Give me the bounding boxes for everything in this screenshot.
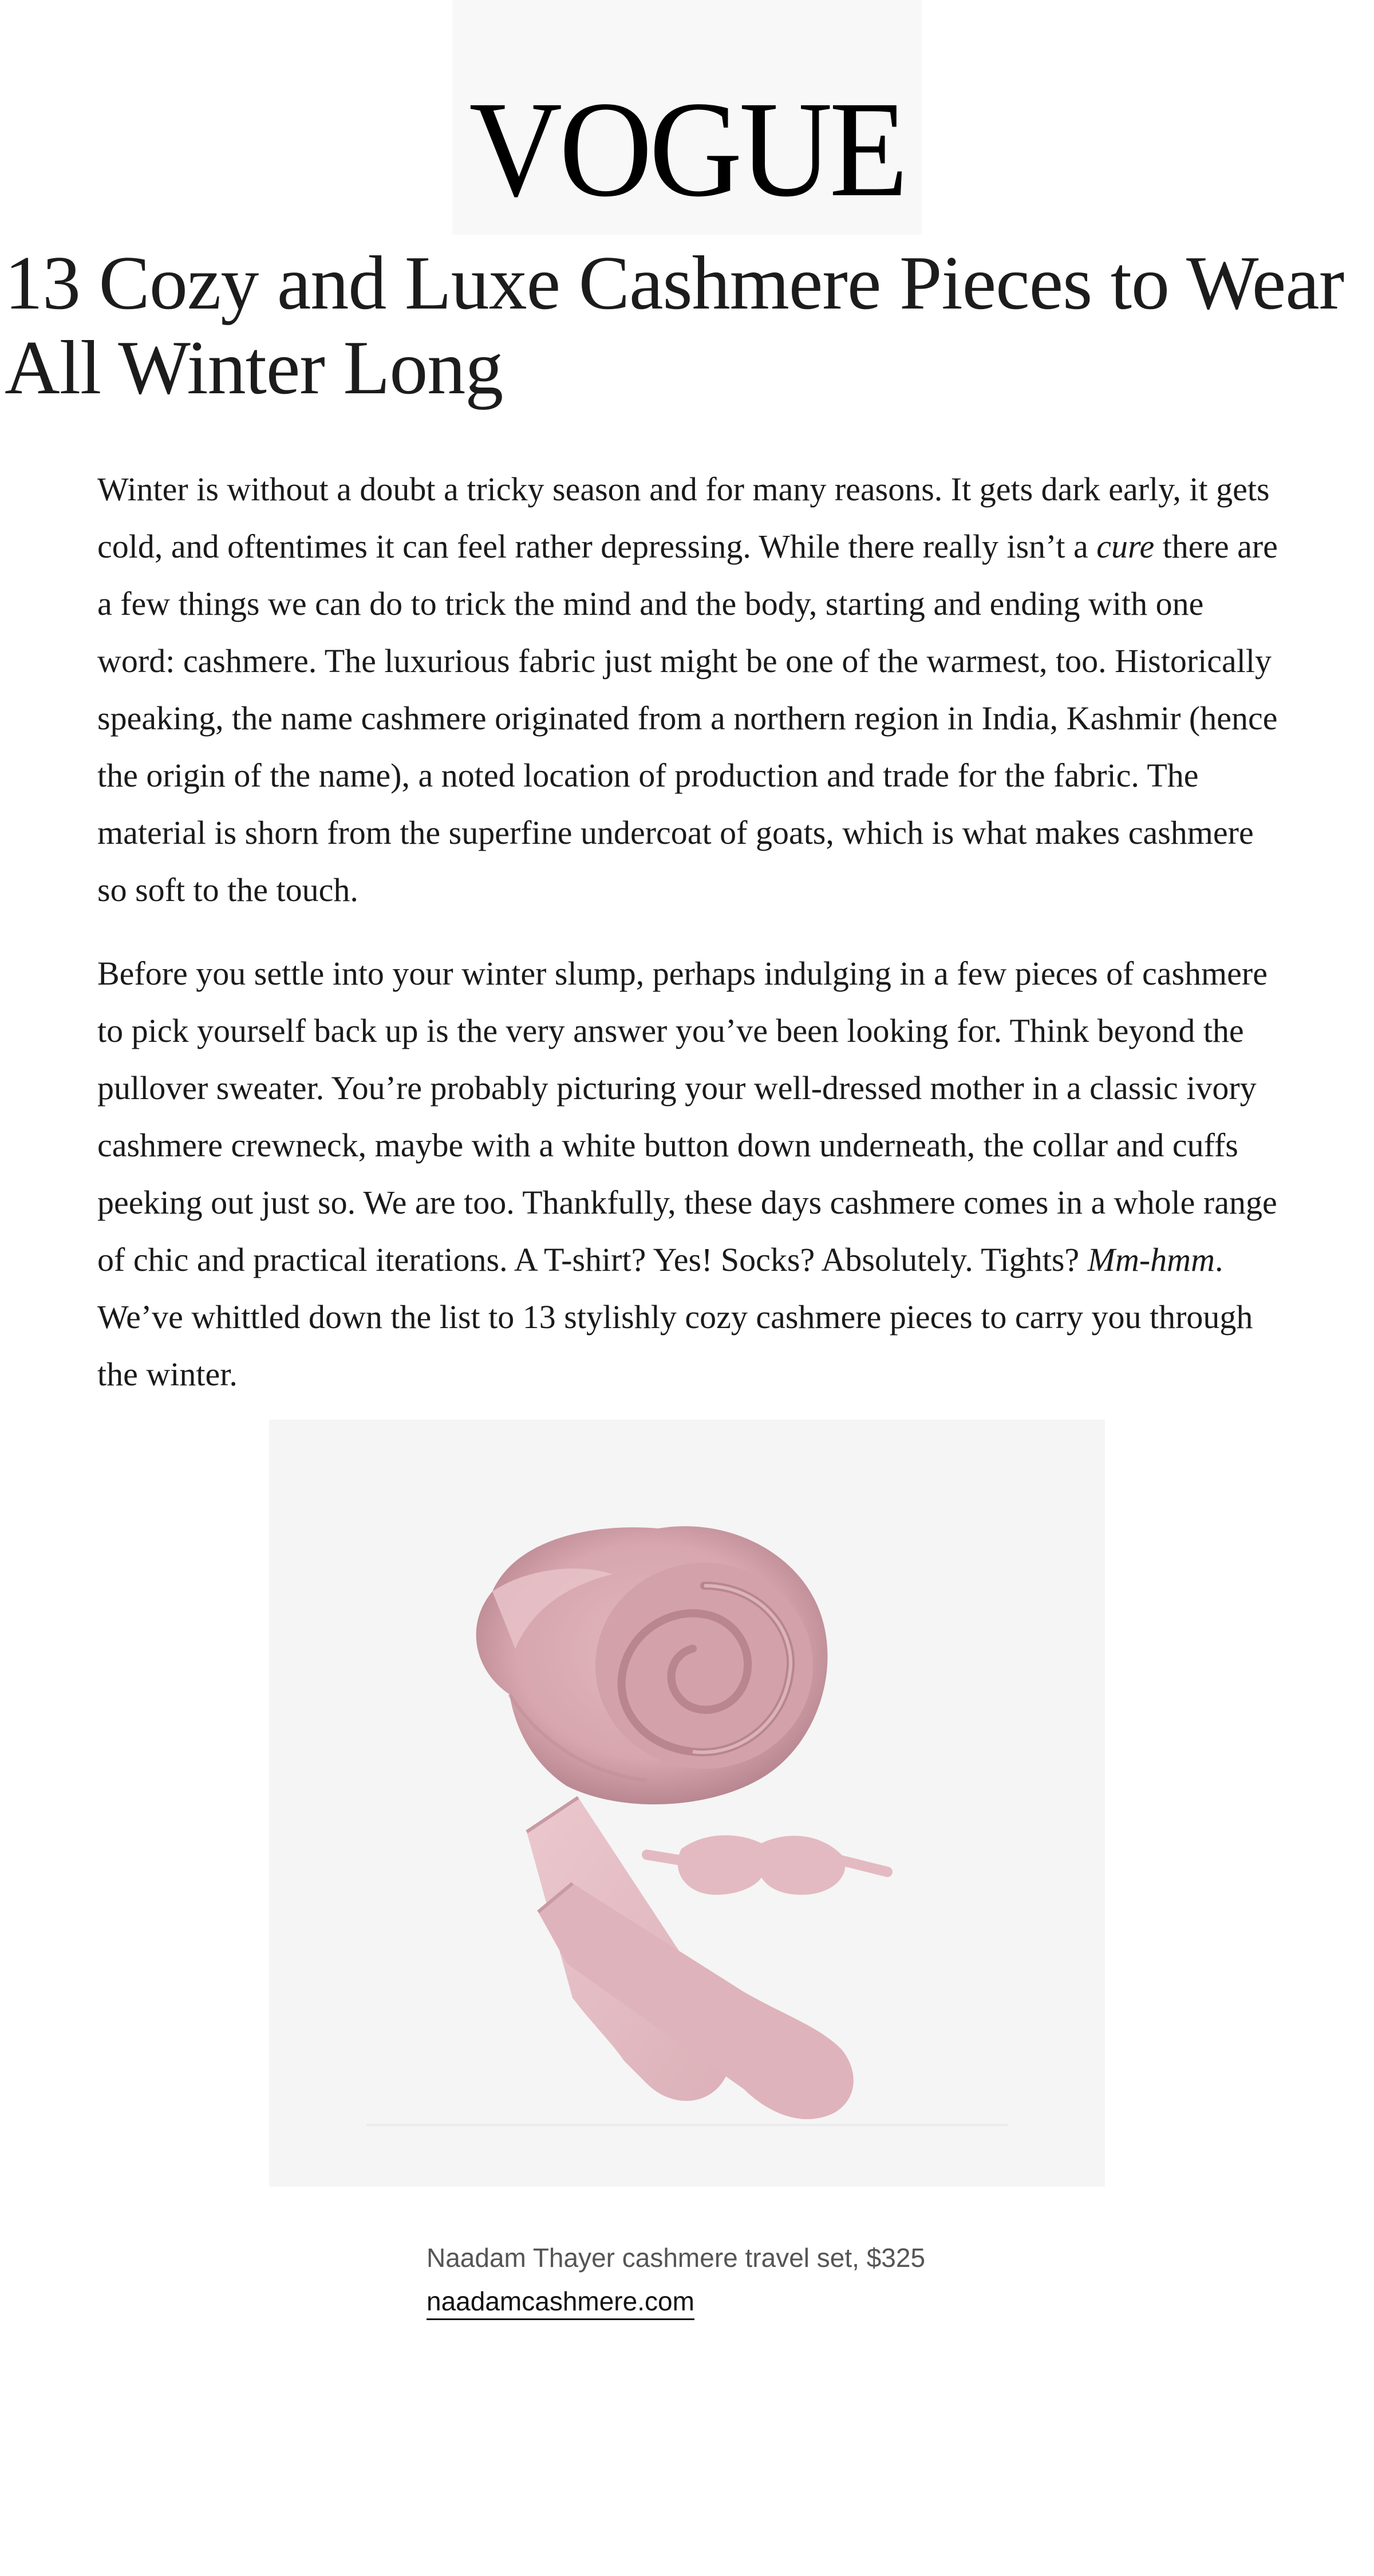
- pink-cashmere-travel-set-image: [269, 1420, 1105, 2187]
- rolled-scarf: [476, 1526, 828, 1804]
- article-title: 13 Cozy and Luxe Cashmere Pieces to Wear All Winter Long: [5, 240, 1344, 410]
- article-paragraph-1: [97, 461, 1288, 919]
- paragraph-text: Before you settle into your winter slump, perhaps indulging in a few pieces of cashmere to pick yourself back up is the very answer you’ve been looking for. Think beyond the pullover sweater. You’re probably picturing your well-dressed mother in a classic ivory cashmere crewneck, maybe with a white button down underneath, the collar and cuffs peeking out just so. We are too. Thankfully, these days cashmere comes in a whole range of chic and practical iterations. A T-shirt? Yes! Socks? Absolutely. Tights?: [97, 955, 1277, 1278]
- paragraph-text: there are a few things we can do to trick the mind and the body, starting and ending with one word: cashmere. The luxurious fabric just might be one of the warmest, too. Historically speaking, the name cashmere originated from a northern region in India, Kashmir (hence the origin of the name), a noted location of production and trade for the fabric. The material is shorn from the superfine undercoat of goats, which is what makes cashmere so soft to the touch.: [97, 528, 1278, 908]
- retailer-link[interactable]: naadamcashmere.com: [427, 2284, 694, 2320]
- product-image[interactable]: [269, 1420, 1105, 2187]
- paragraph-text: Winter is without a doubt a tricky season and for many reasons. It gets dark early, it gets cold, and oftentimes it can feel rather depressing. While there really isn’t a: [97, 471, 1270, 565]
- article-paragraph-2: [97, 945, 1288, 1403]
- vogue-logo[interactable]: VOGUE: [469, 73, 905, 225]
- masthead: [452, 0, 922, 235]
- article-body: [97, 461, 1288, 1403]
- eye-mask: [647, 1835, 887, 1895]
- product-caption: [427, 2239, 1171, 2320]
- caption-text: Naadam Thayer cashmere travel set, $325: [427, 2243, 926, 2273]
- emphasis-text: Mm-hmm: [1087, 1241, 1215, 1278]
- emphasis-text: cure: [1096, 528, 1155, 565]
- paragraph-text: . We’ve whittled down the list to 13 stylishly cozy cashmere pieces to carry you through the winter.: [97, 1241, 1253, 1393]
